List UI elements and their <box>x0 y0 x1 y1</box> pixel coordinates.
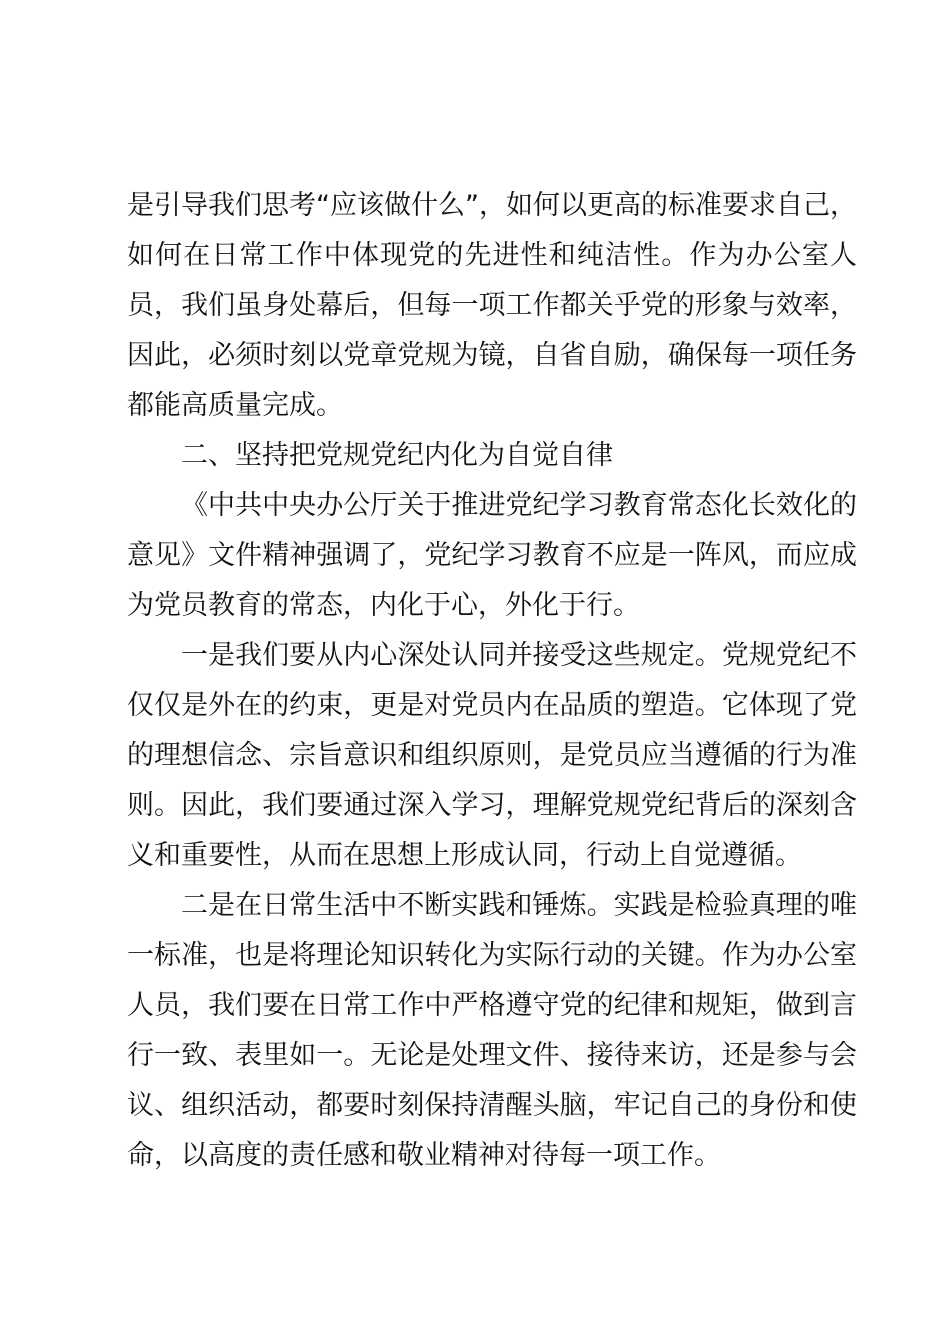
paragraph-point-one: 一是我们要从内心深处认同并接受这些规定。党规党纪不仅仅是外在的约束，更是对党员内在品质的塑造。它体现了党的理想信念、宗旨意识和组织原则，是党员应当遵循的行为准则。因此，我们要通过深入学习，理解党规党纪背后的深刻含义和重要性，从而在思想上形成认同，行动上自觉遵循。 <box>127 640 857 871</box>
paragraph-point-two: 二是在日常生活中不断实践和锤炼。实践是检验真理的唯一标准，也是将理论知识转化为实际行动的关键。作为办公室人员，我们要在日常工作中严格遵守党的纪律和规矩，做到言行一致、表里如一。无论是处理文件、接待来访，还是参与会议、组织活动，都要时刻保持清醒头脑，牢记自己的身份和使命，以高度的责任感和敬业精神对待每一项工作。 <box>127 890 857 1171</box>
paragraph-continuation: 是引导我们思考“应该做什么”，如何以更高的标准要求自己，如何在日常工作中体现党的先进性和纯洁性。作为办公室人员，我们虽身处幕后，但每一项工作都关乎党的形象与效率，因此，必须时刻以党章党规为镜，自省自励，确保每一项任务都能高质量完成。 <box>127 190 857 421</box>
section-heading: 二、坚持把党规党纪内化为自觉自律 <box>181 440 613 471</box>
document-body <box>127 181 857 1181</box>
paragraph-policy-reference: 《中共中央办公厅关于推进党纪学习教育常态化长效化的意见》文件精神强调了，党纪学习教育不应是一阵风，而应成为党员教育的常态，内化于心，外化于行。 <box>127 490 857 621</box>
